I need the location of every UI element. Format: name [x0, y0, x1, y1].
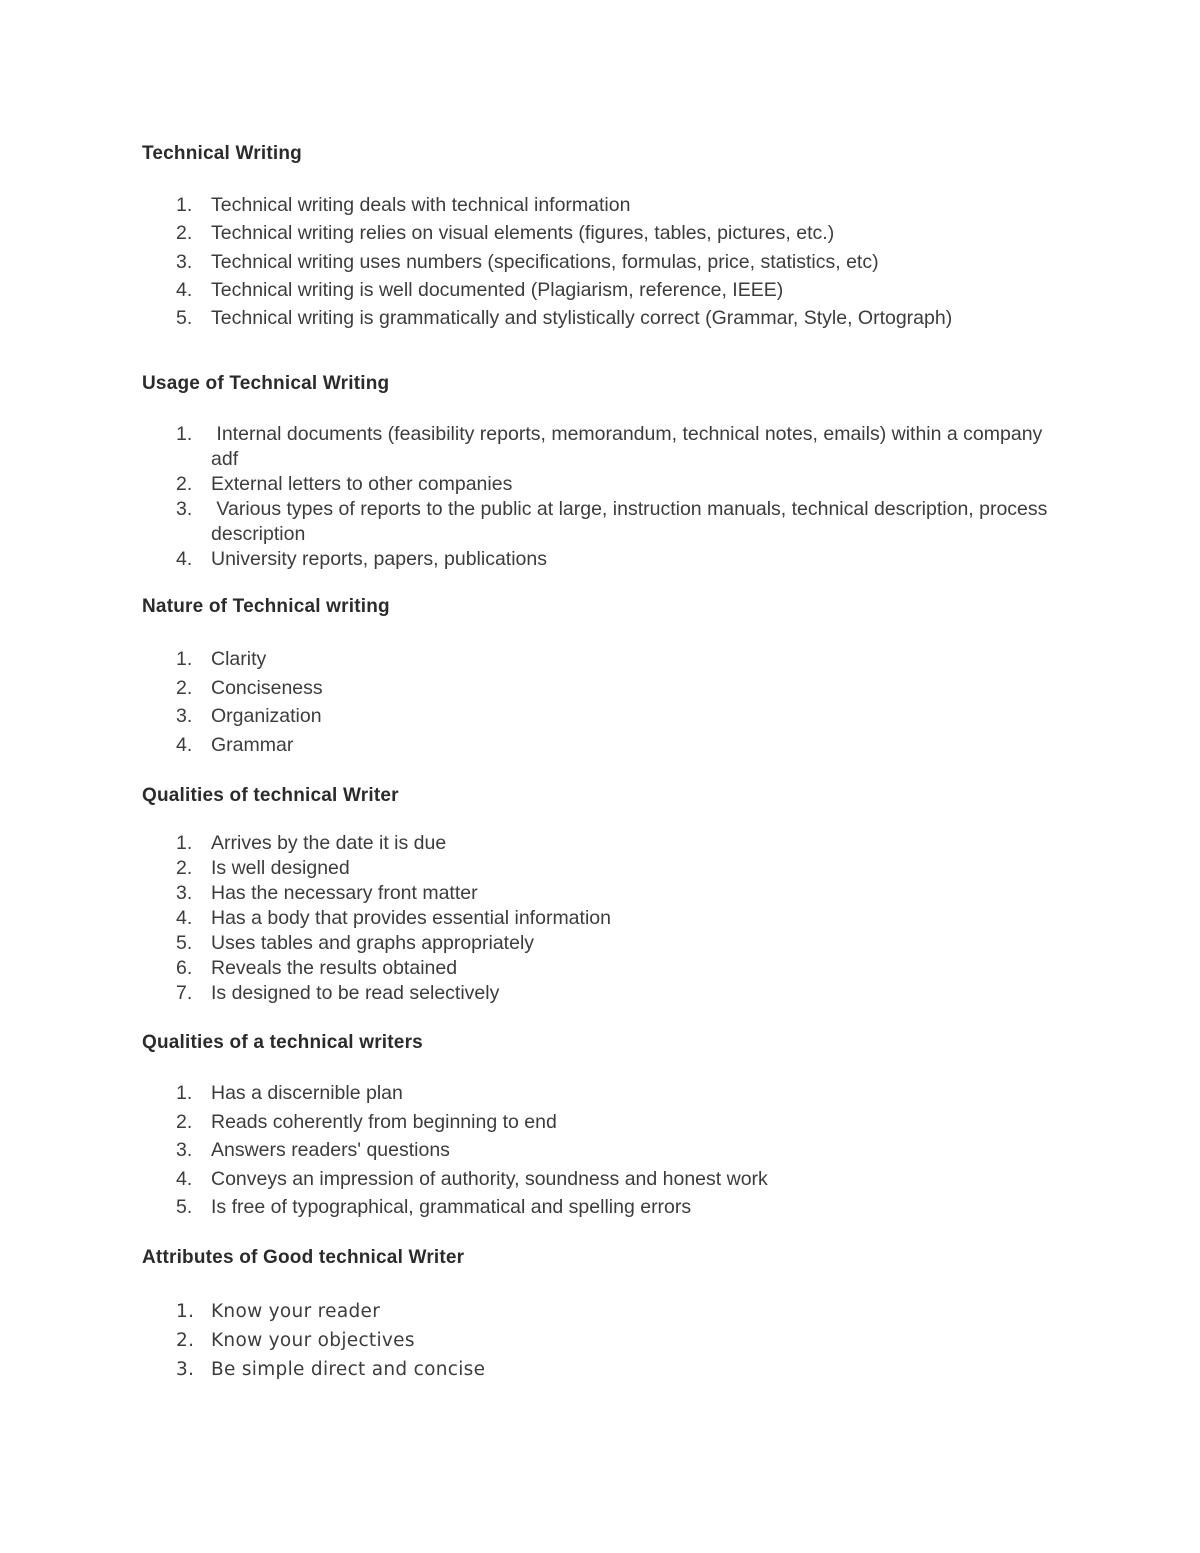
section-attributes — [142, 1246, 1102, 1384]
list-item — [142, 981, 1102, 1006]
section-nature — [142, 595, 1102, 760]
list-number: 5. — [176, 932, 193, 954]
list-text: Has the necessary front matter — [211, 882, 478, 904]
list-item — [142, 497, 1072, 547]
list-item — [142, 956, 1102, 981]
list-item — [142, 276, 1102, 304]
list-item — [142, 702, 1102, 731]
section-technical-writing — [142, 142, 1102, 332]
list-number: 1. — [176, 1301, 195, 1322]
list-number: 4. — [176, 907, 193, 929]
list-item — [142, 1326, 1102, 1355]
list-item — [142, 1136, 1102, 1165]
list-text: Is designed to be read selectively — [211, 982, 500, 1004]
list-number: 6. — [176, 957, 193, 979]
list-item — [142, 1193, 1102, 1222]
list-number: 3. — [176, 705, 193, 728]
list-number: 3. — [176, 1139, 193, 1162]
list-number: 4. — [176, 278, 193, 301]
list-number: 4. — [176, 734, 193, 757]
list-text: Uses tables and graphs appropriately — [211, 932, 535, 954]
list-item — [142, 881, 1102, 906]
list-item — [142, 1165, 1102, 1194]
list-item — [142, 931, 1102, 956]
section-qualities-of-technical-writers — [142, 1031, 1102, 1222]
list-text: Technical writing is grammatically and stylistically correct (Grammar, Style, Ortograph) — [211, 307, 953, 330]
list-number: 4. — [176, 548, 193, 570]
numbered-list — [142, 645, 1102, 760]
section-heading: Attributes of Good technical Writer — [142, 1247, 465, 1268]
list-text: Technical writing deals with technical information — [211, 194, 631, 216]
list-item — [142, 219, 1102, 247]
list-number: 1. — [176, 648, 193, 670]
list-number: 4. — [176, 1167, 193, 1190]
list-text: Has a body that provides essential information — [211, 907, 611, 929]
list-item — [142, 422, 1072, 472]
list-text: Clarity — [211, 648, 267, 670]
list-item — [142, 1108, 1102, 1137]
list-number: 5. — [176, 1196, 193, 1219]
numbered-list — [142, 1297, 1102, 1384]
list-number: 3. — [176, 250, 193, 273]
list-item — [142, 645, 1102, 674]
section-heading: Qualities of a technical writers — [142, 1032, 423, 1053]
section-heading: Usage of Technical Writing — [142, 373, 390, 394]
list-item — [142, 731, 1102, 760]
list-text: University reports, papers, publications — [211, 548, 547, 570]
list-text: Various types of reports to the public at large, instruction manuals, technical description, process description — [211, 498, 1053, 545]
numbered-list — [142, 831, 1102, 1006]
list-text: Technical writing relies on visual elements (figures, tables, pictures, etc.) — [211, 222, 835, 245]
list-number: 1. — [176, 194, 193, 216]
list-item — [142, 547, 1072, 572]
list-number: 7. — [176, 982, 193, 1004]
list-item — [142, 1355, 1102, 1384]
numbered-list — [142, 1079, 1102, 1222]
section-qualities-of-technical-writer — [142, 784, 1102, 1006]
list-number: 1. — [176, 832, 193, 854]
list-text: Organization — [211, 705, 322, 728]
list-number: 2. — [176, 857, 193, 879]
list-number: 2. — [176, 1330, 195, 1351]
list-text: Be simple direct and concise — [211, 1359, 486, 1380]
list-number: 2. — [176, 1110, 193, 1133]
section-heading: Nature of Technical writing — [142, 596, 390, 617]
list-text: Know your reader — [211, 1301, 381, 1322]
list-text: Internal documents (feasibility reports, memorandum, technical notes, emails) within a company adf — [211, 423, 1048, 470]
list-item — [142, 831, 1102, 856]
list-text: Reads coherently from beginning to end — [211, 1110, 557, 1133]
list-item — [142, 1297, 1102, 1326]
list-text: Has a discernible plan — [211, 1082, 403, 1104]
list-item — [142, 304, 1102, 332]
section-heading: Technical Writing — [142, 143, 302, 164]
list-item — [142, 191, 1102, 219]
list-number: 3. — [176, 498, 193, 520]
list-text: Answers readers' questions — [211, 1139, 450, 1162]
list-text: Arrives by the date it is due — [211, 832, 447, 854]
list-number: 2. — [176, 222, 193, 245]
list-text: Technical writing is well documented (Plagiarism, reference, IEEE) — [211, 278, 784, 301]
section-usage — [142, 372, 1102, 572]
list-number: 2. — [176, 473, 193, 495]
list-item — [142, 906, 1102, 931]
list-text: Is free of typographical, grammatical and spelling errors — [211, 1196, 692, 1219]
list-number: 3. — [176, 1359, 195, 1380]
list-item — [142, 674, 1102, 703]
list-number: 1. — [176, 1082, 193, 1104]
numbered-list — [142, 191, 1102, 332]
list-text: Conciseness — [211, 676, 323, 699]
list-item — [142, 856, 1102, 881]
list-item — [142, 248, 1102, 276]
list-item — [142, 472, 1072, 497]
list-text: External letters to other companies — [211, 473, 513, 495]
list-number: 1. — [176, 423, 193, 445]
list-number: 2. — [176, 676, 193, 699]
list-number: 3. — [176, 882, 193, 904]
list-text: Know your objectives — [211, 1330, 415, 1351]
numbered-list — [142, 422, 1072, 572]
list-number: 5. — [176, 307, 193, 330]
section-heading: Qualities of technical Writer — [142, 785, 399, 806]
list-text: Conveys an impression of authority, soundness and honest work — [211, 1167, 768, 1190]
list-text: Grammar — [211, 734, 294, 757]
list-text: Reveals the results obtained — [211, 957, 458, 979]
list-text: Is well designed — [211, 857, 350, 879]
list-item — [142, 1079, 1102, 1108]
list-text: Technical writing uses numbers (specifications, formulas, price, statistics, etc) — [211, 250, 879, 273]
